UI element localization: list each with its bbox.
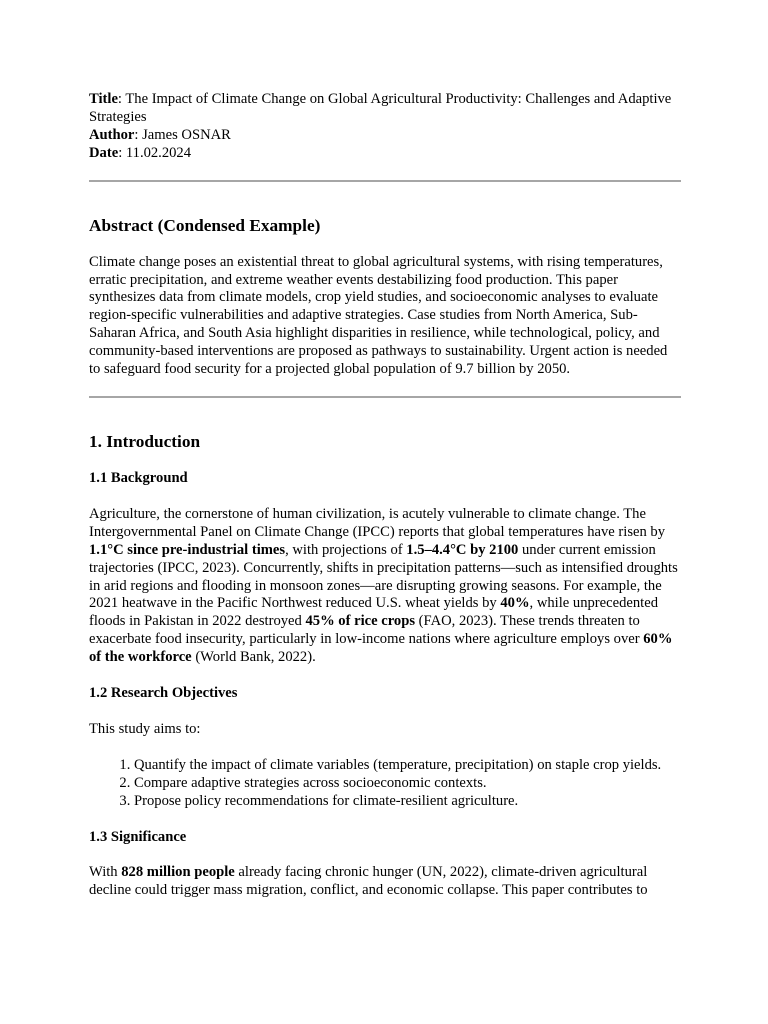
background-text: , with projections of (285, 541, 407, 558)
background-text: Agriculture, the cornerstone of human civilization, is acutely vulnerable to climate change. The Intergovernmental Panel on Climate Change (IPCC) reports that global temperatures have risen by (89, 505, 666, 540)
title-label: Title (89, 91, 118, 107)
objectives-heading: 1.2 Research Objectives (89, 685, 238, 702)
abstract-heading: Abstract (Condensed Example) (89, 215, 321, 235)
title-value: : The Impact of Climate Change on Global Agricultural Productivity: Challenges and Adaptive Strategies (89, 91, 672, 125)
list-item: 2. Compare adaptive strategies across socioeconomic contexts. (134, 775, 681, 793)
significance-text: With (89, 864, 122, 881)
author-line (89, 127, 681, 145)
significance-heading: 1.3 Significance (89, 828, 187, 845)
background-heading: 1.1 Background (89, 469, 188, 486)
author-value: : James OSNAR (134, 126, 231, 143)
background-paragraph (89, 506, 681, 667)
background-emphasis: 1.5–4.4°C by 2100 (406, 541, 519, 558)
background-text: (FAO, 2023). These trends threaten to exacerbate food insecurity, particularly in low-income nations where agriculture employs over (89, 613, 644, 648)
list-item: 3. Propose policy recommendations for climate-resilient agriculture. (134, 793, 681, 811)
background-emphasis: 1.1°C since pre-industrial times (89, 541, 286, 558)
significance-emphasis: 828 million people (121, 864, 235, 881)
date-line (89, 145, 681, 163)
title-line (89, 91, 681, 127)
date-label: Date (89, 144, 119, 161)
document-header (89, 91, 681, 163)
background-emphasis: 60% of the workforce (89, 631, 673, 666)
document-page (89, 91, 681, 900)
background-text: under current emission trajectories (IPCC, 2023). Concurrently, shifts in precipitation patterns—such as intensified droughts in arid regions and flooding in monsoon zones—are disrupting growing seasons. For example, the 2021 heatwave in the Pacific Northwest reduced U.S. wheat yields by (89, 541, 678, 612)
significance-paragraph (89, 864, 681, 900)
objectives-list (89, 757, 681, 811)
author-label: Author (89, 126, 135, 143)
background-text: (World Bank, 2022). (191, 649, 316, 666)
list-item: 1. Quantify the impact of climate variables (temperature, precipitation) on staple crop yields. (134, 757, 681, 775)
divider (89, 396, 681, 398)
introduction-heading: 1. Introduction (89, 431, 201, 451)
background-emphasis: 45% of rice crops (305, 613, 416, 630)
divider (89, 180, 681, 182)
background-text: , while unprecedented floods in Pakistan in 2022 destroyed (89, 595, 658, 630)
abstract-text: Climate change poses an existential threat to global agricultural systems, with rising temperatures, erratic precipitation, and extreme weather events destabilizing food production. This paper synthesizes data from climate models, crop yield studies, and socioeconomic analyses to evaluate region-specific vulnerabilities and adaptive strategies. Case studies from North America, Sub-Saharan Africa, and South Asia highlight disparities in resilience, while technological, policy, and community-based interventions are proposed as pathways to sustainability. Urgent action is needed to safeguard food security for a projected global population of 9.7 billion by 2050. (89, 253, 668, 378)
background-emphasis: 40% (500, 595, 530, 612)
significance-text: already facing chronic hunger (UN, 2022), climate-driven agricultural decline could trigger mass migration, conflict, and economic collapse. This paper contributes to (89, 864, 648, 899)
objectives-lead: This study aims to: (89, 720, 201, 737)
date-value: : 11.02.2024 (118, 144, 192, 161)
